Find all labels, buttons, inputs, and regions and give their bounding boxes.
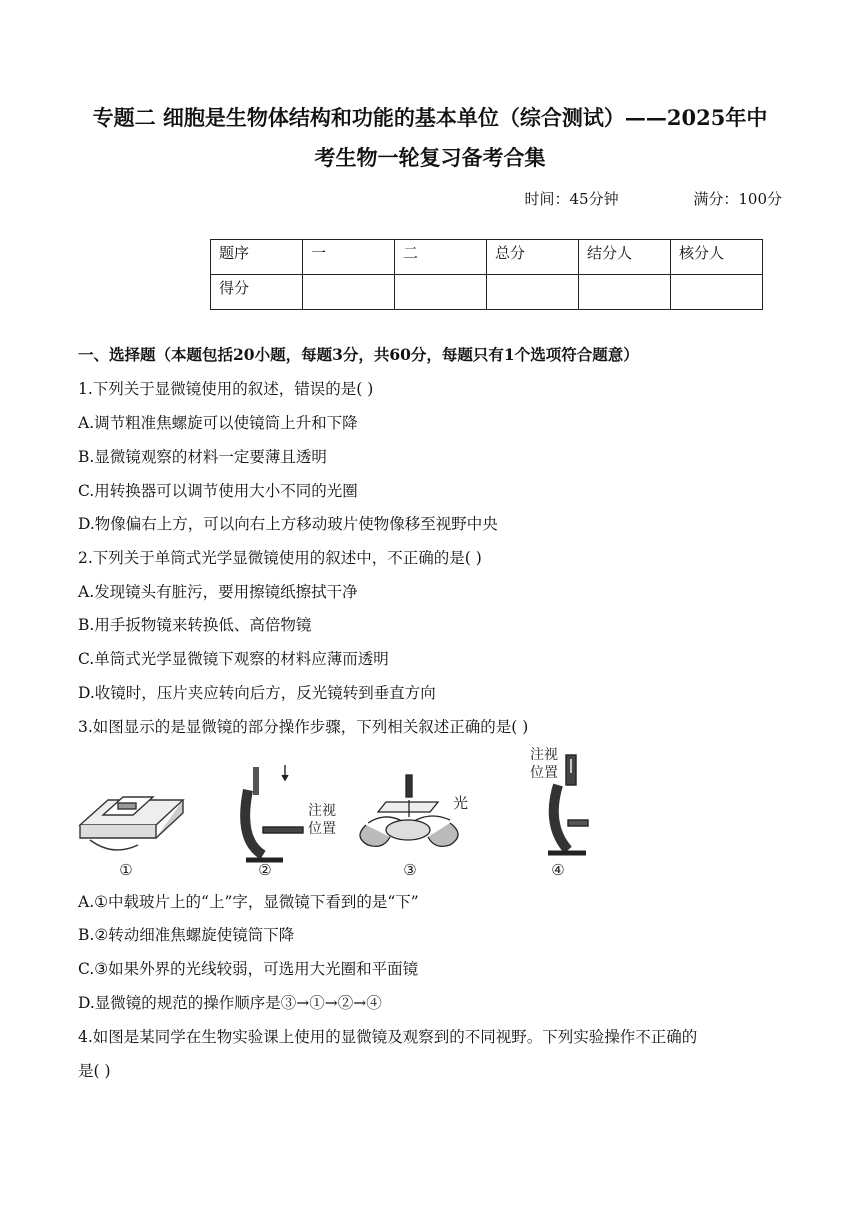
score-input-cell[interactable] [579,275,671,310]
score-cell: 一 [303,240,395,275]
score-input-cell[interactable] [487,275,579,310]
microscope-steps-figure [78,745,618,880]
score-cell: 核分人 [671,240,763,275]
figure-label: ④ [551,861,565,879]
score-table-score-row [211,275,763,310]
score-cell: 结分人 [579,240,671,275]
question-stem: 2.下列关于单筒式光学显微镜使用的叙述中，不正确的是( ) [78,549,482,567]
figure-label: ① [119,861,133,879]
question-option: A.调节粗准焦螺旋可以使镜筒上升和下降 [78,414,358,432]
score-input-cell[interactable] [395,275,487,310]
question-option: D.物像偏右上方，可以向右上方移动玻片使物像移至视野中央 [78,515,498,533]
figure-note: 光 [453,794,469,812]
question-stem: 1.下列关于显微镜使用的叙述，错误的是( ) [78,380,374,398]
question-stem: 4.如图是某同学在生物实验课上使用的显微镜及观察到的不同视野。下列实验操作不正确的 [78,1028,698,1046]
figure-note: 位置 [530,765,558,781]
score-cell: 二 [395,240,487,275]
score-table-header-row [211,240,763,275]
step2-microscope-illustration [245,765,303,860]
step3-hands-mirror-illustration [360,775,458,846]
doc-title-line-2: 考生物一轮复习备考合集 [314,145,546,170]
score-input-cell[interactable] [671,275,763,310]
exam-full-score: 满分：100分 [693,190,782,208]
question-stem: 3.如图显示的是显微镜的部分操作步骤，下列相关叙述正确的是( ) [78,718,529,736]
exam-meta [524,188,782,209]
question-option: D.显微镜的规范的操作顺序是③→①→②→④ [78,994,382,1012]
figure-note: 注视 [308,803,336,819]
figure-note: 位置 [308,821,336,837]
score-cell: 得分 [211,275,303,310]
section-heading: 一、选择题（本题包括20小题，每题3分，共60分，每题只有1个选项符合题意） [78,345,639,364]
question-option: C.单筒式光学显微镜下观察的材料应薄而透明 [78,650,389,668]
question-option: D.收镜时，压片夹应转向后方，反光镜转到垂直方向 [78,684,436,702]
question-option: B.显微镜观察的材料一定要薄且透明 [78,448,327,466]
score-cell: 总分 [487,240,579,275]
score-table [210,239,763,310]
figure-label: ③ [403,861,417,879]
exam-time: 时间：45分钟 [524,190,619,208]
question-option: B.②转动细准焦螺旋使镜筒下降 [78,926,295,944]
figure-note: 注视 [530,747,558,763]
figure-label: ② [258,861,272,879]
step1-slide-illustration [80,797,183,850]
score-input-cell[interactable] [303,275,395,310]
question-option: A.①中载玻片上的“上”字，显微镜下看到的是“下” [78,893,419,911]
question-stem-continued: 是( ) [78,1062,111,1080]
score-cell: 题序 [211,240,303,275]
question-option: A.发现镜头有脏污，要用擦镜纸擦拭干净 [78,583,358,601]
question-option: C.③如果外界的光线较弱，可选用大光圈和平面镜 [78,960,419,978]
question-option: C.用转换器可以调节使用大小不同的光圈 [78,482,358,500]
question-option: B.用手扳物镜来转换低、高倍物镜 [78,616,312,634]
doc-title-line-1: 专题二 细胞是生物体结构和功能的基本单位（综合测试）——2025年中 [92,105,768,130]
